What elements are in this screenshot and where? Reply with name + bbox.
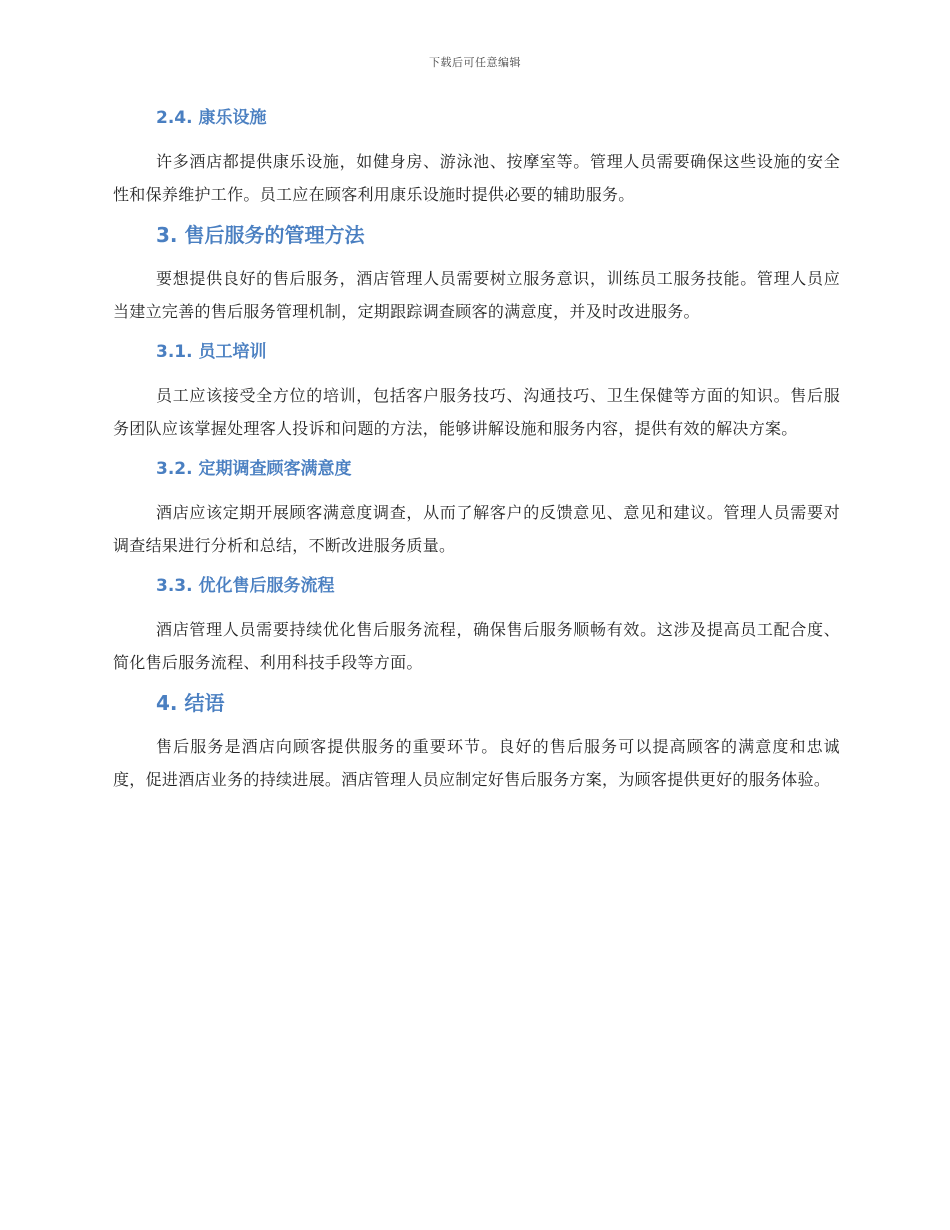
section-4-paragraph: 售后服务是酒店向顾客提供服务的重要环节。良好的售后服务可以提高顾客的满意度和忠诚度，促进酒店业务的持续进展。酒店管理人员应制定好售后服务方案，为顾客提供更好的服务体验。: [113, 737, 840, 789]
page-header: 下载后可任意编辑: [429, 56, 521, 69]
section-3-2-heading: 3.2. 定期调查顾客满意度: [156, 459, 352, 479]
section-3-1-paragraph: 员工应该接受全方位的培训，包括客户服务技巧、沟通技巧、卫生保健等方面的知识。售后服务团队应该掌握处理客人投诉和问题的方法，能够讲解设施和服务内容，提供有效的解决方案。: [113, 386, 840, 438]
section-4-heading: 4. 结语: [156, 691, 225, 715]
section-2-4-paragraph: 许多酒店都提供康乐设施，如健身房、游泳池、按摩室等。管理人员需要确保这些设施的安全性和保养维护工作。员工应在顾客利用康乐设施时提供必要的辅助服务。: [113, 152, 840, 204]
document-body: [113, 104, 840, 796]
section-3-1-heading: 3.1. 员工培训: [156, 342, 267, 362]
section-3-3-heading: 3.3. 优化售后服务流程: [156, 576, 335, 596]
section-3-3-paragraph: 酒店管理人员需要持续优化售后服务流程，确保售后服务顺畅有效。这涉及提高员工配合度、简化售后服务流程、利用科技手段等方面。: [113, 620, 840, 672]
section-3-2-paragraph: 酒店应该定期开展顾客满意度调查，从而了解客户的反馈意见、意见和建议。管理人员需要对调查结果进行分析和总结，不断改进服务质量。: [113, 503, 840, 555]
section-2-4-heading: 2.4. 康乐设施: [156, 108, 267, 128]
section-3-heading: 3. 售后服务的管理方法: [156, 223, 365, 247]
section-3-paragraph: 要想提供良好的售后服务，酒店管理人员需要树立服务意识，训练员工服务技能。管理人员应当建立完善的售后服务管理机制，定期跟踪调查顾客的满意度，并及时改进服务。: [113, 269, 840, 321]
